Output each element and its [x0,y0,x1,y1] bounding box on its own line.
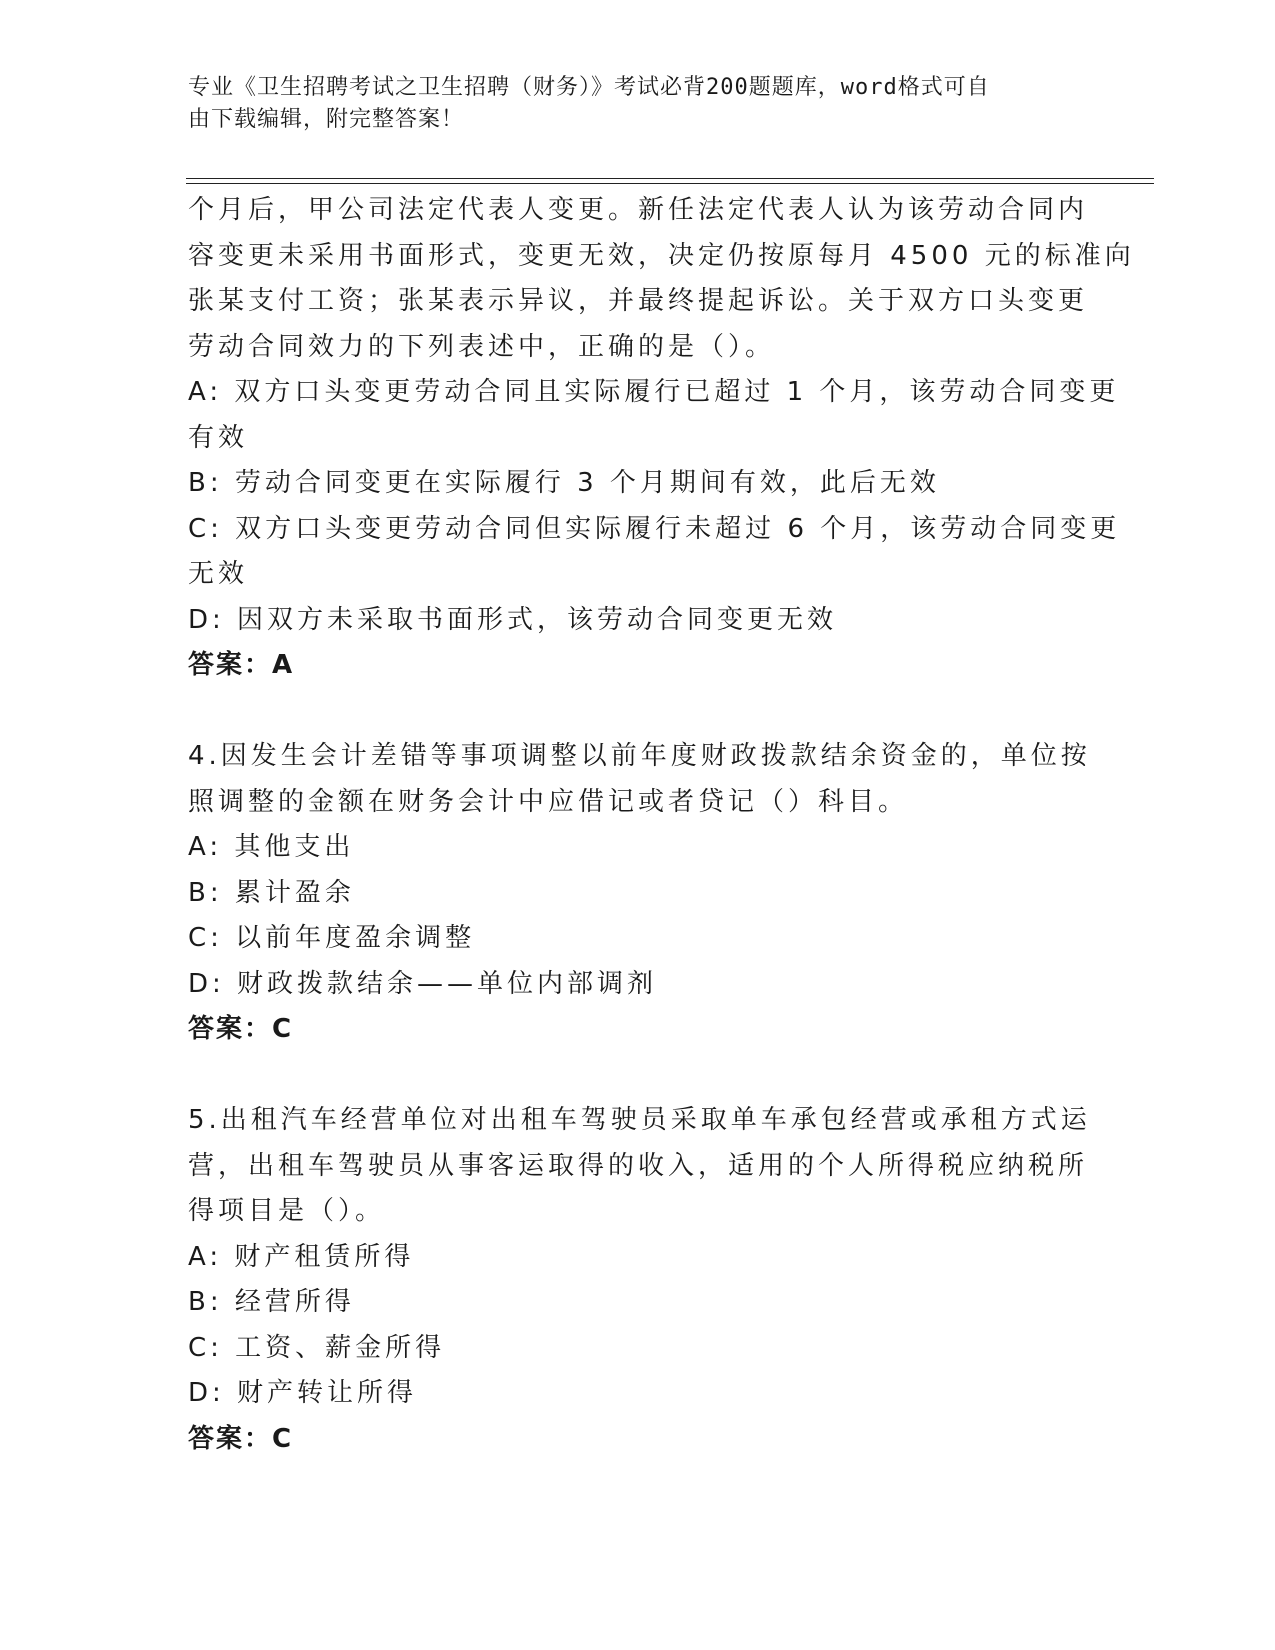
question-stem-line: 4.因发生会计差错等事项调整以前年度财政拨款结余资金的，单位按 [188,741,1091,771]
question-5 [188,1098,1091,1462]
question-stem-line: 容变更未采用书面形式，变更无效，决定仍按原每月 4500 元的标准向 [188,240,1135,271]
option-b: B: 劳动合同变更在实际履行 3 个月期间有效，此后无效 [188,468,940,498]
answer-label: 答案：C [188,1423,294,1454]
header-line-2: 由下载编辑，附完整答案！ [188,107,465,132]
option-c: C: 工资、薪金所得 [188,1332,446,1363]
option-d: D: 财产转让所得 [188,1378,418,1408]
question-spacer [188,689,1088,735]
answer-label: 答案：C [188,1014,294,1044]
option-a: A: 财产租赁所得 [188,1241,415,1272]
option-a: A: 其他支出 [188,832,355,862]
header-line-1: 专业《卫生招聘考试之卫生招聘（财务）》考试必背200题题库，word格式可自 [188,75,990,100]
question-stem-line: 得项目是（）。 [188,1196,386,1226]
option-b: B: 经营所得 [188,1287,355,1317]
question-stem-line: 张某支付工资；张某表示异议，并最终提起诉讼。关于双方口头变更 [188,286,1089,316]
question-stem-line: 5.出租汽车经营单位对出租车驾驶员采取单车承包经营或承租方式运 [188,1105,1091,1135]
question-stem-line: 劳动合同效力的下列表述中，正确的是（）。 [188,331,776,362]
option-d: D: 因双方未采取书面形式，该劳动合同变更无效 [188,604,838,635]
document-body [188,188,1135,1462]
option-a: A: 双方口头变更劳动合同且实际履行已超过 1 个月，该劳动合同变更 [188,377,1120,407]
question-spacer [188,1053,1088,1099]
question-stem-line: 营，出租车驾驶员从事客运取得的收入，适用的个人所得税应纳税所 [188,1150,1089,1181]
option-b: B: 累计盈余 [188,877,355,908]
option-c-continued: 无效 [188,559,249,589]
answer-label: 答案：A [188,650,295,680]
option-a-continued: 有效 [188,422,249,453]
question-3 [188,188,1135,689]
document-header [188,72,1068,136]
header-divider-bottom [186,183,1154,184]
question-4 [188,734,1091,1053]
option-c: C: 双方口头变更劳动合同但实际履行未超过 6 个月，该劳动合同变更 [188,513,1121,544]
option-d: D: 财政拨款结余——单位内部调剂 [188,968,658,999]
question-stem-line: 照调整的金额在财务会计中应借记或者贷记（）科目。 [188,786,909,817]
header-divider-top [186,178,1154,179]
option-c: C: 以前年度盈余调整 [188,923,476,953]
question-stem-line: 个月后，甲公司法定代表人变更。新任法定代表人认为该劳动合同内 [188,195,1089,225]
